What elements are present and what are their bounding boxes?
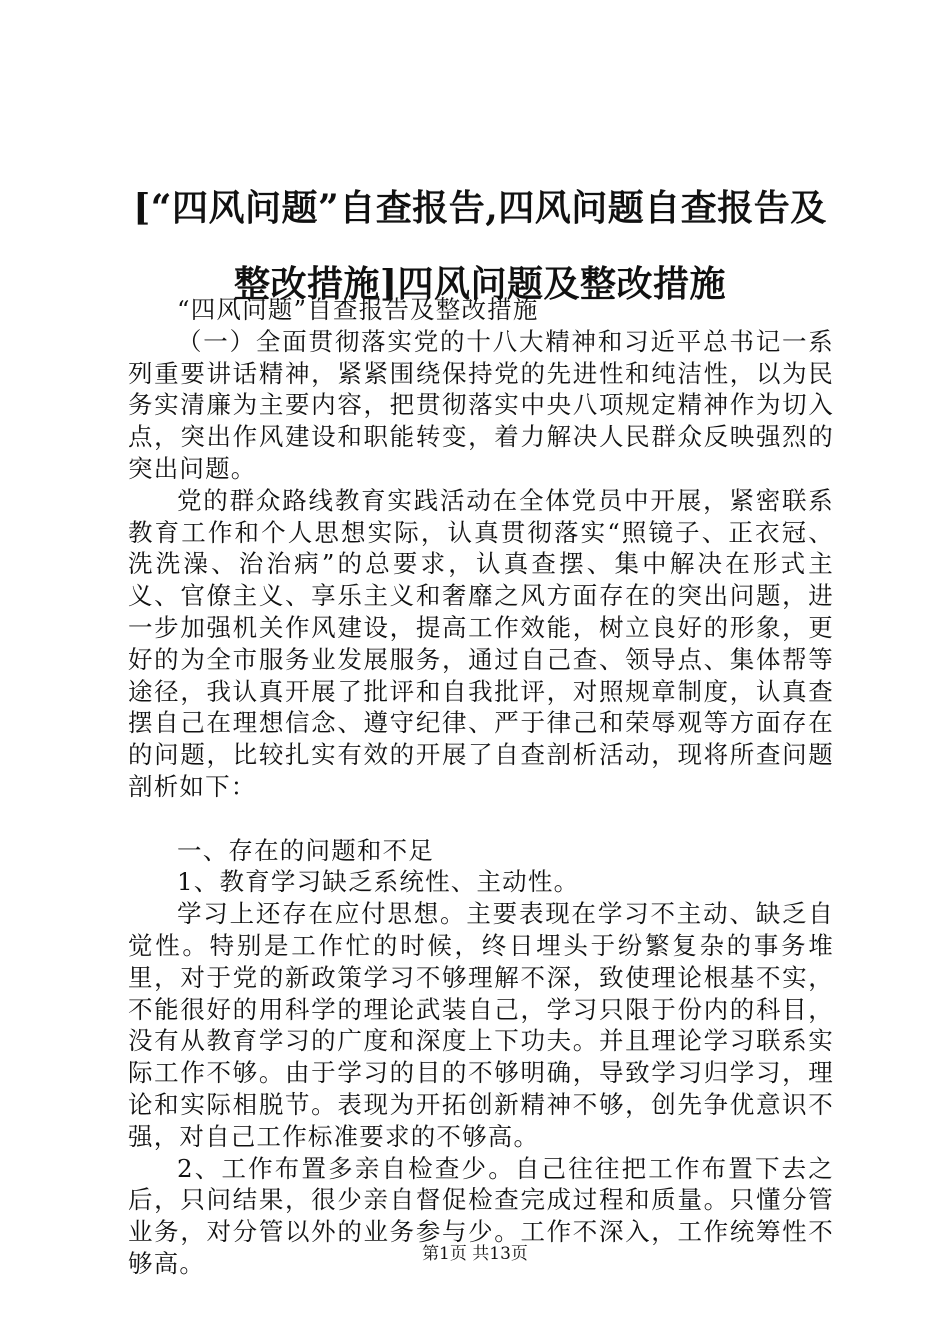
page-number-footer: 第1页 共13页 [422,1244,528,1264]
body-paragraph: 学习上还存在应付思想。主要表现在学习不主动、缺乏自觉性。特别是工作忙的时候，终日埋头于纷繁复杂的事务堆里，对于党的新政策学习不够理解不深，致使理论根基不实，不能很好的用科学的理论武装自己，学习只限于份内的科目，没有从教育学习的广度和深度上下功夫。并且理论学习联系实际工作不够。由于学习的目的不够明确，导致学习归学习，理论和实际相脱节。表现为开拓创新精神不够，创先争优意识不强，对自己工作标准要求的不够高。 [128,899,834,1151]
subsection-heading: 1、教育学习缺乏系统性、主动性。 [177,867,580,897]
document-body [128,294,834,1280]
body-paragraph: 党的群众路线教育实践活动在全体党员中开展，紧密联系教育工作和个人思想实际，认真贯彻落实“照镜子、正衣冠、洗洗澡、治治病”的总要求，认真查摆、集中解决在形式主义、官僚主义、享乐主义和奢靡之风方面存在的突出问题，进一步加强机关作风建设，提高工作效能，树立良好的形象，更好的为全市服务业发展服务，通过自己查、领导点、集体帮等途径，我认真开展了批评和自我批评，对照规章制度，认真查摆自己在理想信念、遵守纪律、严于律己和荣辱观等方面存在的问题，比较扎实有效的开展了自查剖析活动，现将所查问题剖析如下： [128,485,834,801]
body-paragraph: 2、工作布置多亲自检查少。自己往往把工作布置下去之后，只问结果，很少亲自督促检查完成过程和质量。只懂分管业务，对分管以外的业务参与少。工作不深入，工作统筹性不够高。 [128,1153,834,1278]
section-heading: 一、存在的问题和不足 [177,835,434,865]
body-paragraph: （一）全面贯彻落实党的十八大精神和习近平总书记一系列重要讲话精神，紧紧围绕保持党的先进性和纯洁性，以为民务实清廉为主要内容，把贯彻落实中央八项规定精神作为切入点，突出作风建设和职能转变，着力解决人民群众反映强烈的突出问题。 [128,326,834,483]
subtitle-paragraph: “四风问题”自查报告及整改措施 [177,295,539,324]
document-title: [“四风问题”自查报告,四风问题自查报告及整改措施]四风问题及整改措施 [133,187,827,305]
